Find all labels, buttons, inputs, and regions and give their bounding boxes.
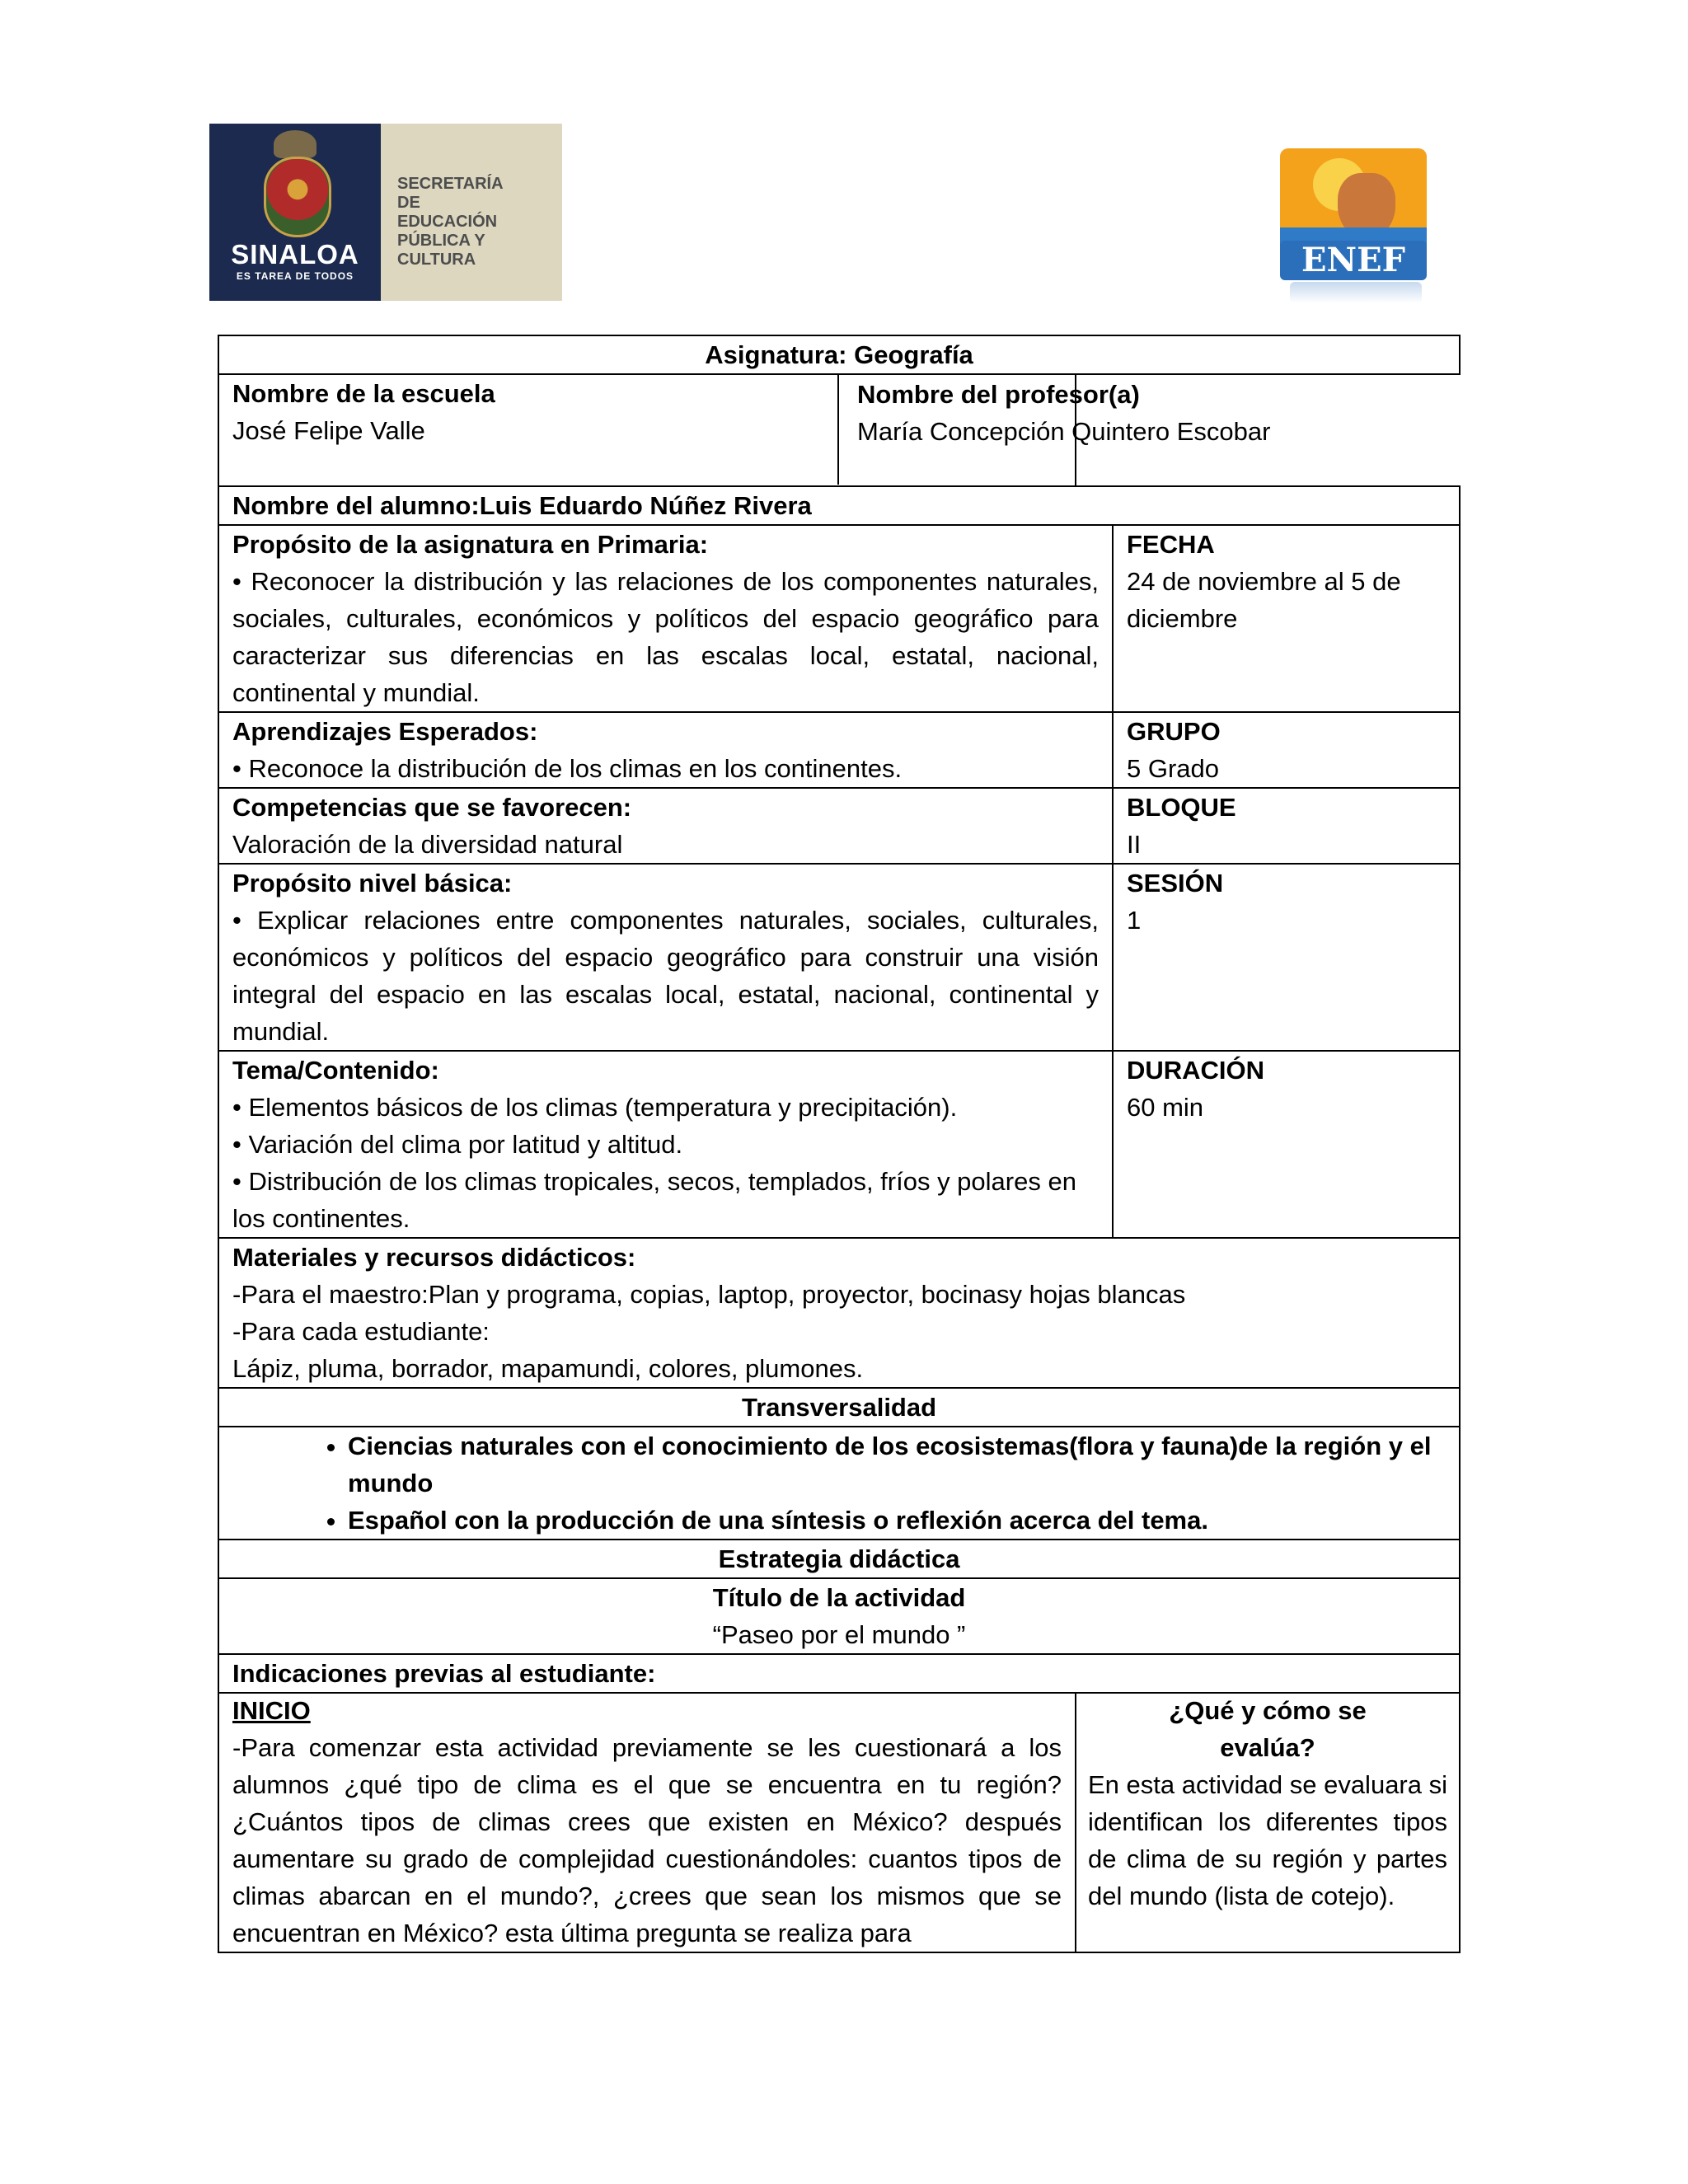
competencias-label: Competencias que se favorecen: xyxy=(232,793,632,822)
inicio-text: -Para comenzar esta actividad previamente se les cuestionará a los alumnos ¿qué tipo de clima es el que se encuentra en tu región? ¿Cuántos tipos de climas crees que existen en México? después aumentare su grado de complejidad cuestionándoles: cuantos tipos de climas abarcan en el mundo?, ¿crees que sean los mismos que se encuentran en México? esta última pregunta se realiza para xyxy=(232,1733,1062,1947)
eagle-icon xyxy=(274,130,316,158)
student-name: Nombre del alumno:Luis Eduardo Núñez Rivera xyxy=(218,486,1460,525)
inicio-table xyxy=(218,1692,1461,1953)
duracion-value: 60 min xyxy=(1127,1093,1204,1122)
materiales-line: -Para el maestro:Plan y programa, copias, laptop, proyector, bocinasy hojas blancas xyxy=(232,1280,1186,1309)
teacher-label: Nombre del profesor(a) xyxy=(857,380,1140,409)
aprendizajes-label: Aprendizajes Esperados: xyxy=(232,717,538,746)
sinaloa-brand: SINALOA xyxy=(231,239,359,269)
enef-wordmark: ENEF xyxy=(1280,241,1427,280)
aprendizajes-text: • Reconoce la distribución de los climas en los continentes. xyxy=(232,754,903,783)
fecha-label: FECHA xyxy=(1127,530,1215,559)
grupo-value: 5 Grado xyxy=(1127,754,1220,783)
actividad-label: Título de la actividad xyxy=(712,1583,966,1612)
proposito-basica-text: • Explicar relaciones entre componentes naturales, sociales, culturales, económicos y políticos del espacio geográfico para construir una visión integral del espacio en las escalas local, estatal, nacional, continental y mundial. xyxy=(232,906,1099,1046)
sep-name: SECRETARÍA DE EDUCACIÓN PÚBLICA Y CULTURA xyxy=(397,175,503,269)
coat-of-arms-icon xyxy=(264,157,331,237)
transversalidad-list xyxy=(232,1427,1446,1539)
proposito-primaria-cell xyxy=(218,525,1113,712)
bloque-value: II xyxy=(1127,830,1142,859)
proposito-primaria-label: Propósito de la asignatura en Primaria: xyxy=(232,530,709,559)
tema-item: • Elementos básicos de los climas (temperatura y precipitación). xyxy=(232,1093,958,1122)
inicio-label: INICIO xyxy=(232,1696,311,1725)
evalua-text: En esta actividad se evaluara si identifican los diferentes tipos de clima de su región y partes del mundo (lista de cotejo). xyxy=(1088,1770,1447,1910)
tema-cell xyxy=(218,1051,1113,1238)
bloque-cell xyxy=(1113,788,1460,864)
indicaciones-heading: Indicaciones previas al estudiante: xyxy=(218,1654,1460,1693)
fecha-cell xyxy=(1113,525,1460,712)
materiales-line: -Para cada estudiante: xyxy=(232,1317,490,1346)
materiales-cell xyxy=(218,1238,1460,1388)
grupo-cell xyxy=(1113,712,1460,788)
transversalidad-item: • Ciencias naturales con el conocimiento de los ecosistemas(flora y fauna)de la región y el mundo xyxy=(348,1427,1446,1502)
tema-label: Tema/Contenido: xyxy=(232,1056,439,1085)
inicio-cell xyxy=(218,1692,1076,1952)
actividad-cell xyxy=(218,1578,1460,1654)
materiales-label: Materiales y recursos didácticos: xyxy=(232,1243,636,1272)
transversalidad-item: • Español con la producción de una síntesis o reflexión acerca del tema. xyxy=(348,1502,1446,1539)
sep-logo xyxy=(209,124,562,301)
proposito-basica-cell xyxy=(218,864,1113,1051)
proposito-basica-label: Propósito nivel básica: xyxy=(232,869,513,898)
duracion-cell xyxy=(1113,1051,1460,1238)
sinaloa-logo-panel xyxy=(209,124,381,301)
enef-reflection xyxy=(1290,282,1422,303)
actividad-title: “Paseo por el mundo ” xyxy=(712,1620,966,1649)
evalua-cell xyxy=(1076,1692,1460,1952)
enef-logo xyxy=(1273,142,1438,307)
bloque-label: BLOQUE xyxy=(1127,793,1236,822)
transversalidad-cell xyxy=(218,1427,1460,1540)
fecha-value: 24 de noviembre al 5 de diciembre xyxy=(1127,567,1401,633)
estrategia-heading: Estrategia didáctica xyxy=(218,1540,1460,1578)
evalua-label: ¿Qué y cómo se evalúa? xyxy=(1169,1696,1367,1762)
materiales-line: Lápiz, pluma, borrador, mapamundi, colores, plumones. xyxy=(232,1354,864,1383)
proposito-primaria-text: • Reconocer la distribución y las relaciones de los componentes naturales, sociales, culturales, económicos y políticos del espacio geográfico para caracterizar sus diferencias en las escalas local, estatal, nacional, continental y mundial. xyxy=(232,567,1099,707)
competencias-text: Valoración de la diversidad natural xyxy=(232,830,623,859)
teacher-value: María Concepción Quintero Escobar xyxy=(857,417,1271,446)
competencias-cell xyxy=(218,788,1113,864)
aprendizajes-cell xyxy=(218,712,1113,788)
sesion-value: 1 xyxy=(1127,906,1142,935)
page-title: Asignatura: Geografía xyxy=(218,335,1460,374)
teacher-cell xyxy=(837,374,1465,485)
tema-item: • Distribución de los climas tropicales, secos, templados, fríos y polares en los continentes. xyxy=(232,1167,1076,1233)
transversalidad-heading: Transversalidad xyxy=(218,1388,1460,1427)
sesion-label: SESIÓN xyxy=(1127,869,1224,898)
sinaloa-slogan: ES TAREA DE TODOS xyxy=(236,270,354,282)
tema-item: • Variación del clima por latitud y altitud. xyxy=(232,1130,683,1159)
grupo-label: GRUPO xyxy=(1127,717,1221,746)
sesion-cell xyxy=(1113,864,1460,1051)
sep-text-panel xyxy=(381,124,562,301)
school-label: Nombre de la escuela xyxy=(232,379,495,408)
duracion-label: DURACIÓN xyxy=(1127,1056,1265,1085)
school-value: José Felipe Valle xyxy=(232,416,425,445)
lesson-plan-table xyxy=(218,335,1461,1694)
